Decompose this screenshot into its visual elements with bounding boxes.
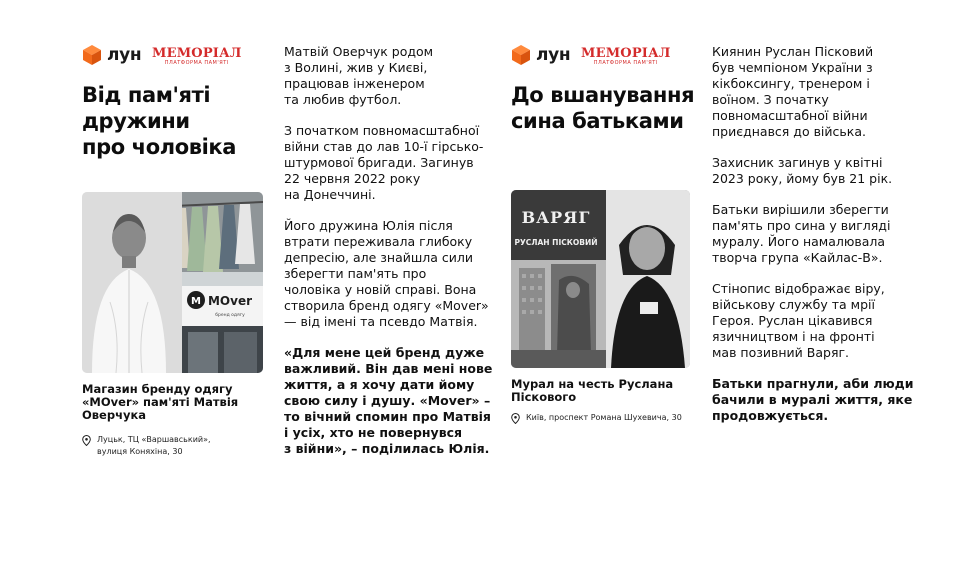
text-line: мав позивний Варяг. xyxy=(712,345,850,360)
text-line: з війни», – поділилась Юлія. xyxy=(284,441,490,456)
mural-title: ВАРЯГ xyxy=(521,208,591,227)
address-line: Київ, проспект Романа Шухевича, 30 xyxy=(526,413,682,422)
quote-paragraph xyxy=(284,345,494,457)
text-line: був чемпіоном України з xyxy=(712,60,873,75)
text-line: творча група «Кайлас-В». xyxy=(712,250,883,265)
text-line: створила бренд одягу «Mover» xyxy=(284,298,489,313)
lun-logo-text: лун xyxy=(107,45,142,65)
text-line: і усіх, хто не повернувся xyxy=(284,425,463,440)
text-line: важливий. Він дав мені нове xyxy=(284,361,493,376)
paragraph xyxy=(284,44,494,108)
location-pin-icon xyxy=(511,413,520,424)
right-address xyxy=(511,412,691,424)
memorial-logo-subtext: ПЛАТФОРМА ПАМ'ЯТІ xyxy=(164,60,229,66)
right-headline xyxy=(511,82,701,134)
paragraph xyxy=(284,218,494,330)
text-line: Киянин Руслан Пісковий xyxy=(712,44,874,59)
svg-text:M: M xyxy=(191,296,201,307)
memorial-logo xyxy=(581,47,671,66)
closing-paragraph xyxy=(712,376,922,424)
left-article-body xyxy=(284,44,494,472)
text-line: Героя. Руслан цікавився xyxy=(712,313,873,328)
text-line: Батьки вирішили зберегти xyxy=(712,202,889,217)
mover-store-photo xyxy=(82,192,263,373)
text-line: працював інженером xyxy=(284,76,425,91)
text-line: депресію, але знайшла сили xyxy=(284,250,474,265)
headline-line: Від пам'яті xyxy=(82,83,211,107)
text-line: З початком повномасштабної xyxy=(284,123,480,138)
paragraph xyxy=(284,123,494,203)
lun-logo-text: лун xyxy=(536,45,571,65)
text-line: Захисник загинув у квітні xyxy=(712,155,883,170)
text-line: зберегти пам'ять про xyxy=(284,266,427,281)
left-headline xyxy=(82,82,272,160)
text-line: — від імені та псевдо Матвія. xyxy=(284,314,478,329)
text-line: Матвій Оверчук родом xyxy=(284,44,434,59)
headline-line: про чоловіка xyxy=(82,135,237,159)
text-line: військову службу та мрії xyxy=(712,297,875,312)
text-line: з Волині, жив у Києві, xyxy=(284,60,428,75)
mural-name: РУСЛАН ПІСКОВИЙ xyxy=(514,238,598,247)
address-line: вулиця Коняхіна, 30 xyxy=(97,447,183,456)
mural-photo xyxy=(511,190,690,368)
paragraph xyxy=(712,155,922,187)
text-line: свою силу і душу. «Mover» – xyxy=(284,393,491,408)
text-line: приєднався до війська. xyxy=(712,124,866,139)
right-photo-caption: Мурал на честь Руслана Піскового xyxy=(511,377,674,404)
mover-store-illustration xyxy=(82,192,263,373)
left-address xyxy=(82,434,262,458)
text-line: то вічний спомин про Матвія xyxy=(284,409,491,424)
text-line: 22 червня 2022 року xyxy=(284,171,421,186)
text-line: та любив футбол. xyxy=(284,92,402,107)
lun-cube-icon xyxy=(82,44,102,66)
text-line: на Донеччині. xyxy=(284,187,376,202)
text-line: «Для мене цей бренд дуже xyxy=(284,345,485,360)
text-line: втрати переживала глибоку xyxy=(284,234,473,249)
lun-cube-icon xyxy=(511,44,531,66)
paragraph xyxy=(712,44,922,140)
headline-line: дружини xyxy=(82,109,190,133)
text-line: продовжується. xyxy=(712,408,829,423)
text-line: життя, а я хочу дати йому xyxy=(284,377,475,392)
memorial-logo xyxy=(152,47,242,66)
headline-line: сина батьками xyxy=(511,109,684,133)
location-pin-icon xyxy=(82,435,91,446)
mural-illustration xyxy=(511,190,690,368)
text-line: Стінопис відображає віру, xyxy=(712,281,885,296)
text-line: Батьки прагнули, аби люди xyxy=(712,376,914,391)
paragraph xyxy=(712,202,922,266)
text-line: язичництвом і на фронті xyxy=(712,329,875,344)
text-line: муралу. Його намалювала xyxy=(712,234,886,249)
text-line: кікбоксингу, тренером і xyxy=(712,76,870,91)
memorial-logo-text: МЕМОРІАЛ xyxy=(152,46,242,61)
memorial-logo-subtext: ПЛАТФОРМА ПАМ'ЯТІ xyxy=(593,60,658,66)
text-line: бачили в муралі життя, яке xyxy=(712,392,913,407)
shop-sign: MOver xyxy=(207,294,253,308)
address-line: Луцьк, ТЦ «Варшавський», xyxy=(97,435,211,444)
lun-logo xyxy=(511,44,570,66)
shop-sign-sub: бренд одягу xyxy=(215,313,245,318)
lun-logo xyxy=(82,44,141,66)
left-photo-caption: Магазин бренду одягу «MOver» пам'яті Матвія Оверчука xyxy=(82,382,239,422)
paragraph xyxy=(712,281,922,361)
text-line: повномасштабної війни xyxy=(712,108,868,123)
text-line: Його дружина Юлія після xyxy=(284,218,453,233)
text-line: 2023 року, йому був 21 рік. xyxy=(712,171,893,186)
text-line: чоловіка у новій справі. Вона xyxy=(284,282,477,297)
text-line: воїном. З початку xyxy=(712,92,829,107)
text-line: пам'ять про сина у вигляді xyxy=(712,218,891,233)
headline-line: До вшанування xyxy=(511,83,695,107)
text-line: війни став до лав 10-ї гірсько- xyxy=(284,139,484,154)
right-article-body xyxy=(712,44,922,439)
text-line: штурмової бригади. Загинув xyxy=(284,155,474,170)
memorial-logo-text: МЕМОРІАЛ xyxy=(581,46,671,61)
